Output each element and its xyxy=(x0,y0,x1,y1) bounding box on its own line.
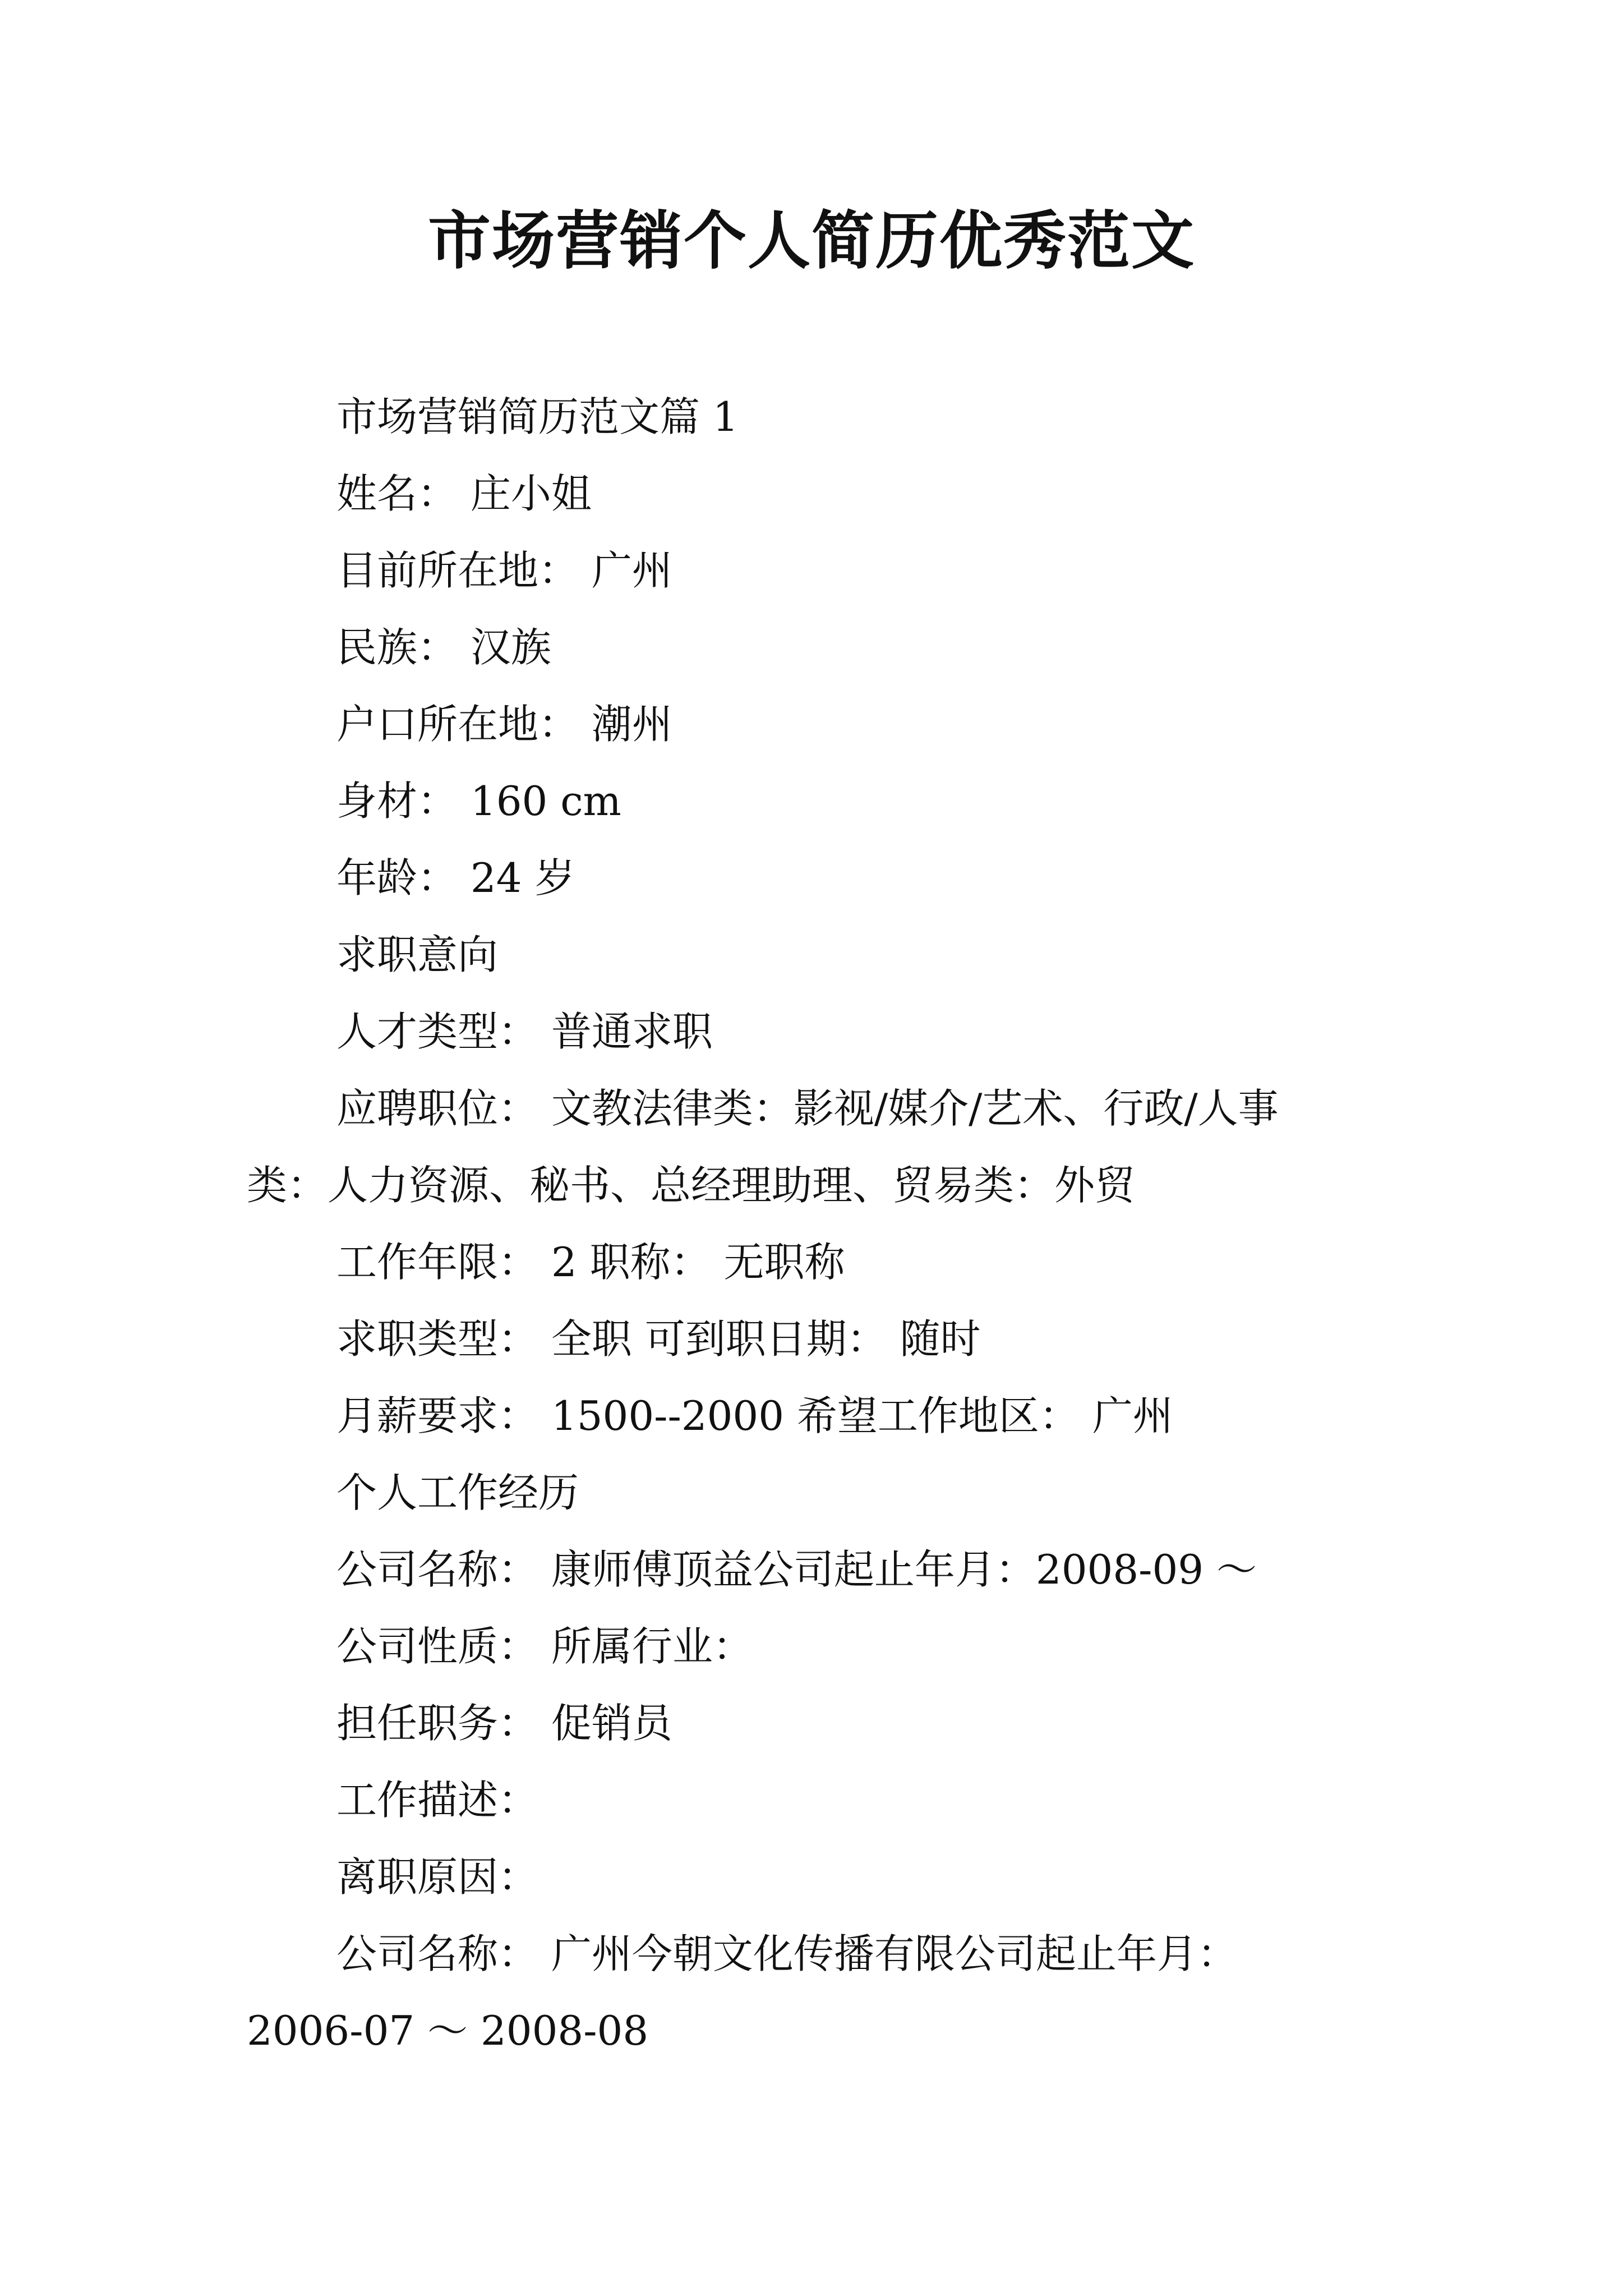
company-name-line-2: 公司名称： 广州今朝文化传播有限公司起止年月： xyxy=(336,1930,1238,1977)
position-held-line: 担任职务： 促销员 xyxy=(336,1700,672,1747)
job-type-line: 求职类型： 全职 可到职日期： 随时 xyxy=(336,1315,981,1363)
company-nature-line: 公司性质： 所属行业： xyxy=(336,1623,753,1670)
job-description-line: 工作描述： xyxy=(336,1777,539,1824)
height-line: 身材： 160 cm xyxy=(336,777,621,825)
company-name-line: 公司名称： 康师傅顶益公司起止年月：2008-09 ～ xyxy=(336,1546,1257,1593)
ethnicity-line: 民族： 汉族 xyxy=(336,624,551,671)
name-line: 姓名： 庄小姐 xyxy=(336,470,592,517)
work-experience-heading: 个人工作经历 xyxy=(336,1469,579,1516)
job-intention-heading: 求职意向 xyxy=(336,931,499,978)
document-body xyxy=(247,379,1391,2069)
section-heading: 市场营销简历范文篇 1 xyxy=(336,393,739,440)
applied-position-line: 应聘职位： 文教法律类：影视/媒介/艺术、行政/人事 xyxy=(336,1085,1279,1132)
document-title: 市场营销个人简历优秀范文 xyxy=(428,204,1195,278)
company-dates-continuation: 2006-07 ～ 2008-08 xyxy=(247,2007,649,2054)
age-line: 年龄： 24 岁 xyxy=(336,854,575,901)
current-location-line: 目前所在地： 广州 xyxy=(336,547,672,594)
salary-line: 月薪要求： 1500--2000 希望工作地区： 广州 xyxy=(336,1392,1173,1439)
applied-position-continuation: 类：人力资源、秘书、总经理助理、贸易类：外贸 xyxy=(247,1162,1136,1209)
talent-type-line: 人才类型： 普通求职 xyxy=(336,1008,713,1055)
work-years-line: 工作年限： 2 职称： 无职称 xyxy=(336,1239,845,1286)
leaving-reason-line: 离职原因： xyxy=(336,1853,539,1901)
hukou-location-line: 户口所在地： 潮州 xyxy=(336,701,672,748)
